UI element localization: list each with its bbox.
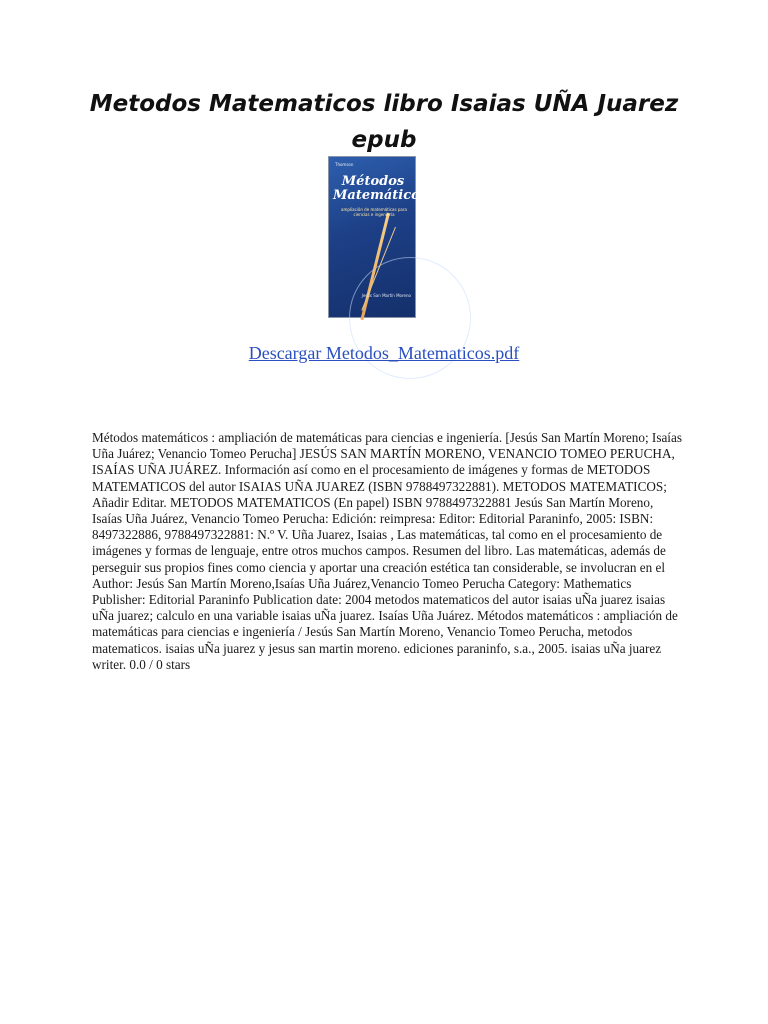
book-cover-image <box>329 157 428 317</box>
cover-title: Métodos Matemáticos <box>333 174 428 203</box>
page-title: Metodos Matematicos libro Isaias UÑA Juarez epub <box>89 91 679 153</box>
download-section <box>60 342 708 364</box>
cover-authors: Jesús San Martín Moreno <box>361 293 411 298</box>
cover-publisher: Thomson <box>335 162 354 167</box>
download-pdf-link[interactable]: Descargar Metodos_Matematicos.pdf <box>248 343 520 363</box>
book-description: Métodos matemáticos : ampliación de matemáticas para ciencias e ingeniería. [Jesús San Martín Moreno; Isaías Uña Juárez; Venancio Tomeo Perucha] JESÚS SAN MARTÍN MORENO, VENANCIO TOMEO PERUCHA, ISAÍAS UÑA JUÁREZ. Información así como en el procesamiento de imágenes y formas de METODOS MATEMATICOS del autor ISAIAS UÑA JUAREZ (ISBN 9788497322881). METODOS MATEMATICOS; Añadir Editar. METODOS MATEMATICOS (En papel) ISBN 9788497322881 Jesús San Martín Moreno, Isaías Uña Juárez, Venancio Tomeo Perucha: Edición: reimpresa: Editor: Editorial Paraninfo, 2005: ISBN: 8497322886, 9788497322881: N.º V. Uña Juarez, Isaias , Las matemáticas, tal como en el procesamiento de imágenes y formas de lenguaje, entre otros muchos campos. Resumen del libro. Las matemáticas, además de perseguir sus propios fines como ciencia y aportar una creación estética tan considerable, se involucran en el Author: Jesús San Martín Moreno,Isaías Uña Juárez,Venancio Tomeo Perucha Category: Mathematics Publisher: Editorial Paraninfo Publication date: 2004 metodos matematicos del autor isaias uÑa juarez isaias uÑa juarez; calculo en una variable isaias uÑa juarez. Isaías Uña Juárez. Métodos matemáticos : ampliación de matemáticas para ciencias e ingeniería / Jesús San Martín Moreno, Venancio Tomeo Perucha, metodos matematicos. isaias uÑa juarez y jesus san martin moreno. ediciones paraninfo, s.a., 2005. isaias uÑa juarez writer. 0.0 / 0 stars <box>92 430 682 672</box>
cover-subtitle: ampliación de matemáticas para ciencias e ingeniería <box>341 207 407 217</box>
